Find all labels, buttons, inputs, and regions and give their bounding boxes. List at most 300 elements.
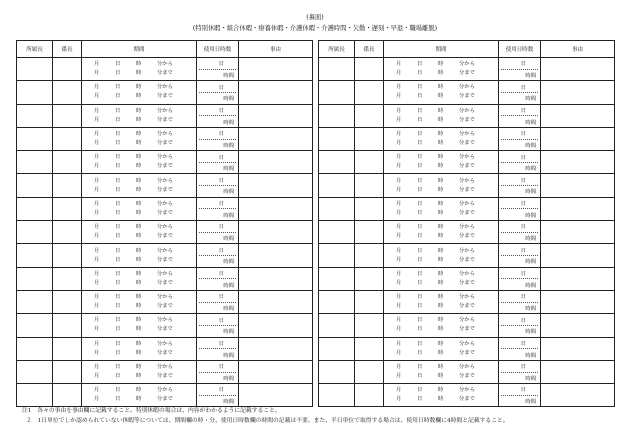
usage-cell[interactable] [197,81,239,104]
chief-stamp-cell[interactable] [53,197,82,220]
usage-cell[interactable] [499,314,541,337]
period-end: 月 日 時 分まで [396,209,475,216]
table-row [17,360,313,383]
usage-days: 日 [501,291,538,303]
period-start: 月 日 時 分から [94,154,173,161]
period-cell[interactable] [384,81,499,104]
period-start: 月 日 時 分から [94,61,173,68]
table-row [17,384,313,407]
side-label: (裏面) [306,14,324,21]
rows-right [319,58,615,407]
reason-cell[interactable] [239,81,313,104]
usage-hours: 時間 [223,399,234,406]
reason-cell[interactable] [239,127,313,150]
usage-hours: 時間 [525,212,536,219]
leave-table-left [16,40,313,407]
table-row [17,267,313,290]
usage-hours: 時間 [525,329,536,336]
chief-stamp-cell[interactable] [53,81,82,104]
period-cell[interactable] [82,104,197,127]
director-stamp-cell[interactable] [17,81,53,104]
period-end: 月 日 時 分まで [396,93,475,100]
director-stamp-cell[interactable] [319,151,355,174]
period-end: 月 日 時 分まで [396,279,475,286]
usage-cell[interactable] [499,174,541,197]
col-period: 期間 [82,41,197,58]
usage-hours: 時間 [223,375,234,382]
col-usage: 使用日時数 [499,41,541,58]
rows-left [17,58,313,407]
table-row [319,337,615,360]
period-cell[interactable] [82,197,197,220]
director-stamp-cell[interactable] [319,81,355,104]
period-end: 月 日 時 分まで [94,233,173,240]
director-stamp-cell[interactable] [17,360,53,383]
period-start: 月 日 時 分から [94,270,173,277]
usage-cell[interactable] [197,337,239,360]
reason-cell[interactable] [239,267,313,290]
usage-cell[interactable] [197,244,239,267]
director-stamp-cell[interactable] [319,221,355,244]
director-stamp-cell[interactable] [319,127,355,150]
reason-cell[interactable] [541,151,615,174]
period-cell[interactable] [82,337,197,360]
table-row [319,104,615,127]
period-start: 月 日 時 分から [396,224,475,231]
period-cell[interactable] [384,290,499,313]
col-chief: 係長 [355,41,384,58]
period-cell[interactable] [384,244,499,267]
chief-stamp-cell[interactable] [355,127,384,150]
director-stamp-cell[interactable] [17,290,53,313]
period-start: 月 日 時 分から [396,294,475,301]
usage-hours: 時間 [223,259,234,266]
period-end: 月 日 時 分まで [94,93,173,100]
chief-stamp-cell[interactable] [355,58,384,81]
usage-cell[interactable] [499,337,541,360]
director-stamp-cell[interactable] [319,337,355,360]
period-end: 月 日 時 分まで [94,116,173,123]
usage-cell[interactable] [499,360,541,383]
reason-cell[interactable] [541,127,615,150]
period-start: 月 日 時 分から [94,340,173,347]
period-end: 月 日 時 分まで [94,140,173,147]
period-start: 月 日 時 分から [396,107,475,114]
chief-stamp-cell[interactable] [355,174,384,197]
chief-stamp-cell[interactable] [355,314,384,337]
reason-cell[interactable] [541,221,615,244]
period-start: 月 日 時 分から [94,84,173,91]
period-end: 月 日 時 分まで [94,209,173,216]
period-end: 月 日 時 分まで [94,326,173,333]
usage-days: 日 [501,128,538,140]
reason-cell[interactable] [239,221,313,244]
leave-types-caption: (特別休暇・組合休暇・療養休暇・介護休暇・介護時間・欠勤・遅刻・早退・職場離脱) [192,25,438,32]
reason-cell[interactable] [541,337,615,360]
director-stamp-cell[interactable] [319,197,355,220]
period-cell[interactable] [384,58,499,81]
period-start: 月 日 時 分から [396,177,475,184]
period-end: 月 日 時 分まで [396,163,475,170]
usage-hours: 時間 [223,329,234,336]
table-row [17,221,313,244]
director-stamp-cell[interactable] [17,244,53,267]
usage-cell[interactable] [499,267,541,290]
period-end: 月 日 時 分まで [396,326,475,333]
chief-stamp-cell[interactable] [53,221,82,244]
table-row [319,127,615,150]
chief-stamp-cell[interactable] [53,384,82,407]
usage-days: 日 [501,361,538,373]
usage-hours: 時間 [223,212,234,219]
usage-cell[interactable] [197,127,239,150]
director-stamp-cell[interactable] [319,360,355,383]
usage-hours: 時間 [525,305,536,312]
period-start: 月 日 時 分から [396,340,475,347]
usage-cell[interactable] [197,151,239,174]
reason-cell[interactable] [239,58,313,81]
period-end: 月 日 時 分まで [396,116,475,123]
chief-stamp-cell[interactable] [53,151,82,174]
usage-cell[interactable] [499,81,541,104]
table-row [17,174,313,197]
reason-cell[interactable] [541,244,615,267]
usage-cell[interactable] [197,197,239,220]
table-row [319,197,615,220]
col-reason: 事由 [541,41,615,58]
usage-days: 日 [199,268,236,280]
usage-cell[interactable] [197,174,239,197]
period-start: 月 日 時 分から [396,270,475,277]
chief-stamp-cell[interactable] [355,267,384,290]
table-row [319,58,615,81]
chief-stamp-cell[interactable] [355,221,384,244]
chief-stamp-cell[interactable] [355,360,384,383]
period-cell[interactable] [384,221,499,244]
director-stamp-cell[interactable] [17,384,53,407]
table-row [17,127,313,150]
table-row [319,244,615,267]
usage-days: 日 [501,198,538,210]
usage-cell[interactable] [499,290,541,313]
period-cell[interactable] [82,174,197,197]
chief-stamp-cell[interactable] [53,337,82,360]
table-row [17,104,313,127]
usage-hours: 時間 [525,352,536,359]
period-cell[interactable] [82,127,197,150]
reason-cell[interactable] [541,81,615,104]
usage-days: 日 [501,384,538,396]
chief-stamp-cell[interactable] [355,197,384,220]
period-start: 月 日 時 分から [94,247,173,254]
director-stamp-cell[interactable] [17,267,53,290]
usage-cell[interactable] [197,221,239,244]
period-start: 月 日 時 分から [396,317,475,324]
chief-stamp-cell[interactable] [355,81,384,104]
usage-days: 日 [199,384,236,396]
usage-cell[interactable] [197,314,239,337]
chief-stamp-cell[interactable] [355,244,384,267]
period-end: 月 日 時 分まで [94,70,173,77]
reason-cell[interactable] [239,337,313,360]
period-start: 月 日 時 分から [94,200,173,207]
usage-hours: 時間 [525,189,536,196]
period-cell[interactable] [384,151,499,174]
usage-hours: 時間 [223,352,234,359]
reason-cell[interactable] [541,58,615,81]
reason-cell[interactable] [239,151,313,174]
period-cell[interactable] [82,360,197,383]
chief-stamp-cell[interactable] [53,267,82,290]
reason-cell[interactable] [239,104,313,127]
table-row [319,174,615,197]
usage-hours: 時間 [223,72,234,79]
period-cell[interactable] [82,58,197,81]
table-row [17,244,313,267]
usage-days: 日 [501,81,538,93]
usage-cell[interactable] [197,104,239,127]
reason-cell[interactable] [541,104,615,127]
chief-stamp-cell[interactable] [53,174,82,197]
reason-cell[interactable] [541,314,615,337]
reason-cell[interactable] [239,197,313,220]
period-start: 月 日 時 分から [94,131,173,138]
director-stamp-cell[interactable] [319,267,355,290]
col-director: 所属長 [17,41,53,58]
period-end: 月 日 時 分まで [396,256,475,263]
reason-cell[interactable] [541,267,615,290]
period-cell[interactable] [82,290,197,313]
period-cell[interactable] [384,314,499,337]
page-header [0,14,630,33]
usage-hours: 時間 [223,119,234,126]
usage-hours: 時間 [525,375,536,382]
usage-days: 日 [199,174,236,186]
table-row [319,290,615,313]
usage-days: 日 [199,291,236,303]
chief-stamp-cell[interactable] [53,244,82,267]
chief-stamp-cell[interactable] [53,127,82,150]
usage-hours: 時間 [223,236,234,243]
usage-cell[interactable] [499,151,541,174]
table-row [17,197,313,220]
usage-cell[interactable] [499,244,541,267]
period-cell[interactable] [82,384,197,407]
usage-days: 日 [199,105,236,117]
director-stamp-cell[interactable] [319,314,355,337]
period-cell[interactable] [82,151,197,174]
table-row [319,360,615,383]
period-cell[interactable] [384,360,499,383]
chief-stamp-cell[interactable] [355,104,384,127]
period-cell[interactable] [384,197,499,220]
table-row [17,151,313,174]
reason-cell[interactable] [541,197,615,220]
chief-stamp-cell[interactable] [53,104,82,127]
period-end: 月 日 時 分まで [94,163,173,170]
director-stamp-cell[interactable] [319,290,355,313]
usage-hours: 時間 [525,96,536,103]
col-reason: 事由 [239,41,313,58]
chief-stamp-cell[interactable] [53,290,82,313]
usage-days: 日 [501,151,538,163]
director-stamp-cell[interactable] [319,174,355,197]
usage-cell[interactable] [197,267,239,290]
reason-cell[interactable] [239,244,313,267]
usage-hours: 時間 [223,305,234,312]
director-stamp-cell[interactable] [17,58,53,81]
chief-stamp-cell[interactable] [355,337,384,360]
usage-days: 日 [199,58,236,70]
table-row [17,81,313,104]
chief-stamp-cell[interactable] [355,384,384,407]
period-start: 月 日 時 分から [396,200,475,207]
period-end: 月 日 時 分まで [94,303,173,310]
period-start: 月 日 時 分から [94,177,173,184]
director-stamp-cell[interactable] [319,244,355,267]
reason-cell[interactable] [541,360,615,383]
period-start: 月 日 時 分から [94,364,173,370]
col-director: 所属長 [319,41,355,58]
period-cell[interactable] [82,314,197,337]
chief-stamp-cell[interactable] [355,290,384,313]
usage-cell[interactable] [499,58,541,81]
usage-hours: 時間 [223,96,234,103]
period-start: 月 日 時 分から [396,154,475,161]
usage-cell[interactable] [197,384,239,407]
period-cell[interactable] [384,104,499,127]
reason-cell[interactable] [541,290,615,313]
reason-cell[interactable] [541,384,615,407]
usage-cell[interactable] [197,58,239,81]
usage-days: 日 [501,338,538,350]
usage-cell[interactable] [499,197,541,220]
period-start: 月 日 時 分から [94,224,173,231]
usage-cell[interactable] [197,360,239,383]
footnote-1: 注1 各々の事由を事由欄に記載すること。特別休暇の場合は、内容がわかるように記載すること。 [22,408,281,414]
usage-days: 日 [199,81,236,93]
period-start: 月 日 時 分から [396,84,475,91]
col-usage: 使用日時数 [197,41,239,58]
director-stamp-cell[interactable] [17,221,53,244]
usage-hours: 時間 [223,189,234,196]
usage-hours: 時間 [525,399,536,406]
director-stamp-cell[interactable] [17,151,53,174]
usage-cell[interactable] [197,290,239,313]
director-stamp-cell[interactable] [17,174,53,197]
usage-days: 日 [199,151,236,163]
usage-cell[interactable] [499,104,541,127]
table-row [17,314,313,337]
usage-days: 日 [501,244,538,256]
usage-days: 日 [501,268,538,280]
period-end: 月 日 時 分まで [396,373,475,379]
director-stamp-cell[interactable] [17,127,53,150]
director-stamp-cell[interactable] [17,337,53,360]
reason-cell[interactable] [239,314,313,337]
period-end: 月 日 時 分まで [94,396,173,403]
usage-hours: 時間 [525,119,536,126]
director-stamp-cell[interactable] [17,314,53,337]
leave-table-right [318,40,615,407]
chief-stamp-cell[interactable] [355,151,384,174]
period-cell[interactable] [384,384,499,407]
chief-stamp-cell[interactable] [53,58,82,81]
usage-hours: 時間 [525,236,536,243]
usage-days: 日 [501,174,538,186]
table-row [319,384,615,407]
footnote-2: ２ 1日単位でしか認められていない休暇等については、期間欄の時・分、使用日時数欄の時間の記載は不要。また、半日単位で取得する場合は、使用日時数欄に4時間と記載すること。 [26,418,509,424]
period-cell[interactable] [384,267,499,290]
director-stamp-cell[interactable] [17,197,53,220]
usage-cell[interactable] [499,127,541,150]
usage-hours: 時間 [525,142,536,149]
period-cell[interactable] [82,244,197,267]
reason-cell[interactable] [541,174,615,197]
period-end: 月 日 時 分まで [94,279,173,286]
period-cell[interactable] [384,337,499,360]
period-cell[interactable] [82,221,197,244]
reason-cell[interactable] [239,290,313,313]
director-stamp-cell[interactable] [319,384,355,407]
col-period: 期間 [384,41,499,58]
table-row [319,267,615,290]
period-start: 月 日 時 分から [396,387,475,394]
usage-hours: 時間 [525,259,536,266]
reason-cell[interactable] [239,384,313,407]
period-start: 月 日 時 分から [94,317,173,324]
period-start: 月 日 時 分から [396,364,475,370]
usage-days: 日 [199,361,236,373]
director-stamp-cell[interactable] [17,104,53,127]
period-start: 月 日 時 分から [396,131,475,138]
chief-stamp-cell[interactable] [53,314,82,337]
usage-hours: 時間 [223,282,234,289]
usage-cell[interactable] [499,221,541,244]
table-row [17,290,313,313]
period-end: 月 日 時 分まで [396,70,475,77]
reason-cell[interactable] [239,174,313,197]
usage-days: 日 [199,128,236,140]
table-row [319,151,615,174]
period-end: 月 日 時 分まで [94,373,173,379]
usage-days: 日 [199,338,236,350]
director-stamp-cell[interactable] [319,58,355,81]
period-end: 月 日 時 分まで [396,233,475,240]
usage-days: 日 [199,314,236,326]
director-stamp-cell[interactable] [319,104,355,127]
chief-stamp-cell[interactable] [53,360,82,383]
table-row [319,314,615,337]
period-start: 月 日 時 分から [396,61,475,68]
usage-days: 日 [199,244,236,256]
period-cell[interactable] [384,127,499,150]
usage-cell[interactable] [499,384,541,407]
period-start: 月 日 時 分から [396,247,475,254]
usage-hours: 時間 [525,282,536,289]
period-end: 月 日 時 分まで [396,349,475,356]
usage-days: 日 [501,314,538,326]
period-end: 月 日 時 分まで [94,186,173,193]
usage-days: 日 [501,105,538,117]
period-cell[interactable] [82,81,197,104]
reason-cell[interactable] [239,360,313,383]
period-end: 月 日 時 分まで [396,396,475,403]
footnotes [22,406,622,426]
period-start: 月 日 時 分から [94,387,173,394]
period-cell[interactable] [82,267,197,290]
period-cell[interactable] [384,174,499,197]
